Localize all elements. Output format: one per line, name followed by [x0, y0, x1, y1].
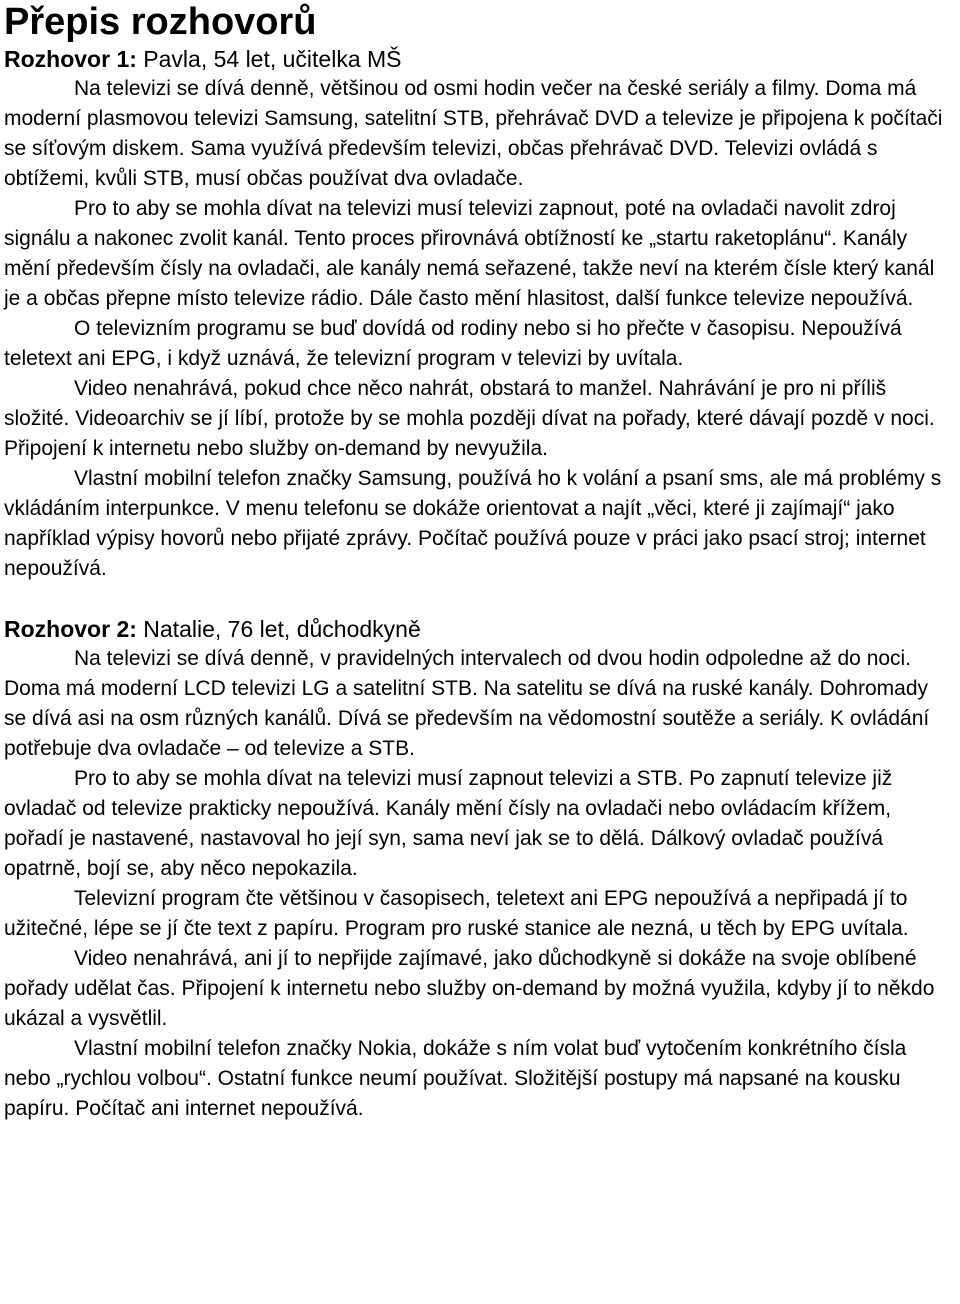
interview-section-1 — [4, 44, 952, 584]
paragraph: Pro to aby se mohla dívat na televizi musí zapnout televizi a STB. Po zapnutí televize již ovladač od televize prakticky nepoužívá. Kanály mění čísly na ovladači nebo ovládacím křížem, pořadí je nastavené, nastavoval ho její syn, sama neví jak se to dělá. Dálkový ovladač používá opatrně, bojí se, aby něco nepokazila. — [4, 767, 893, 880]
interview-heading — [4, 614, 952, 644]
interview-heading-label: Rozhovor 1: — [4, 46, 137, 72]
paragraph: Pro to aby se mohla dívat na televizi musí televizi zapnout, poté na ovladači navolit zdroj signálu a nakonec zvolit kanál. Tento proces přirovnává obtížností ke „startu raketoplánu“. Kanály mění především čísly na ovladači, ale kanály nemá seřazené, takže neví na kterém čísle který kanál je a občas přepne místo televize rádio. Dále často mění hlasitost, další funkce televize nepoužívá. — [4, 197, 935, 310]
interview-heading — [4, 44, 952, 74]
interview-heading-label: Rozhovor 2: — [4, 616, 137, 642]
paragraph: Na televizi se dívá denně, v pravidelných intervalech od dvou hodin odpoledne až do noci. Doma má moderní LCD televizi LG a satelitní STB. Na satelitu se dívá na ruské kanály. Dohromady se dívá asi na osm různých kanálů. Dívá se především na vědomostní soutěže a seriály. K ovládání potřebuje dva ovladače – od televize a STB. — [4, 647, 930, 760]
paragraph: O televizním programu se buď dovídá od rodiny nebo si ho přečte v časopisu. Nepoužívá teletext ani EPG, i když uznává, že televizní program v televizi by uvítala. — [4, 317, 902, 370]
paragraph: Na televizi se dívá denně, většinou od osmi hodin večer na české seriály a filmy. Doma má moderní plasmovou televizi Samsung, satelitní STB, přehrávač DVD a televize je připojena k počítači se síťovým diskem. Sama využívá především televizi, občas přehrávač DVD. Televizi ovládá s obtížemi, kvůli STB, musí občas používat dva ovladače. — [4, 77, 943, 190]
interview-section-2 — [4, 614, 952, 1124]
paragraph: Vlastní mobilní telefon značky Nokia, dokáže s ním volat buď vytočením konkrétního čísla nebo „rychlou volbou“. Ostatní funkce neumí používat. Složitější postupy má napsané na kousku papíru. Počítač ani internet nepoužívá. — [4, 1037, 907, 1120]
paragraph: Vlastní mobilní telefon značky Samsung, používá ho k volání a psaní sms, ale má problémy s vkládáním interpunkce. V menu telefonu se dokáže orientovat a najít „věci, které ji zajímají“ jako například výpisy hovorů nebo přijaté zprávy. Počítač používá pouze v práci jako psací stroj; internet nepoužívá. — [4, 467, 942, 580]
paragraph: Video nenahrává, ani jí to nepřijde zajímavé, jako důchodkyně si dokáže na svoje oblíbené pořady udělat čas. Připojení k internetu nebo služby on-demand by možná využila, kdyby jí to někdo ukázal a vysvětlil. — [4, 947, 935, 1030]
document-title: Přepis rozhovorů — [4, 1, 317, 43]
paragraph: Video nenahrává, pokud chce něco nahrát, obstará to manžel. Nahrávání je pro ni příliš složité. Videoarchiv se jí líbí, protože by se mohla později dívat na pořady, které dávají pozdě v noci. Připojení k internetu nebo služby on-demand by nevyužila. — [4, 377, 935, 460]
interview-heading-text: Pavla, 54 let, učitelka MŠ — [136, 46, 402, 72]
paragraph: Televizní program čte většinou v časopisech, teletext ani EPG nepoužívá a nepřipadá jí to užitečné, lépe se jí čte text z papíru. Program pro ruské stanice ale nezná, u těch by EPG uvítala. — [4, 887, 909, 940]
interview-heading-text: Natalie, 76 let, důchodkyně — [136, 616, 421, 642]
